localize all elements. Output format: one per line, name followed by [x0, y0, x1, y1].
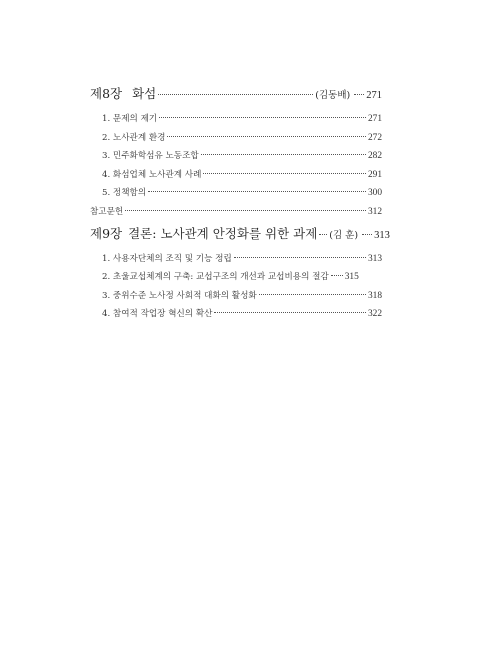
section-page-number: 318 [367, 290, 382, 301]
chapter-number: 제9장 [90, 225, 123, 241]
section-page-number: 291 [367, 169, 382, 180]
section-title: 2. 노사관계 환경 [102, 132, 166, 143]
section-page-number: 313 [367, 253, 382, 264]
chapter-page-number: 313 [374, 229, 390, 241]
dot-leader [234, 252, 366, 261]
dot-leader [167, 131, 365, 140]
section-page-number: 271 [367, 114, 382, 124]
section-page-number: 282 [367, 151, 382, 162]
dot-leader [203, 168, 366, 177]
dot-leader [159, 112, 366, 121]
dot-leader [158, 86, 313, 99]
dot-leader [214, 308, 365, 317]
dot-leader [331, 271, 343, 280]
toc-section-entry[interactable] [102, 287, 382, 306]
section-title: 2. 초울교섭체계의 구축: 교섭구조의 개선과 교섭비용의 절감 [102, 272, 329, 283]
reference-page-number: 312 [367, 206, 382, 217]
chapter-title: 결론: 노사관계 안정화를 위한 과제 [128, 225, 318, 241]
chapter-8-entry[interactable] [90, 84, 382, 102]
chapter-page-number: 271 [366, 90, 382, 101]
section-title: 3. 중위수준 노사정 사회적 대화의 활성화 [102, 290, 257, 301]
toc-section-entry[interactable] [102, 147, 382, 166]
toc-reference-entry[interactable] [90, 203, 382, 222]
toc-section-entry[interactable] [102, 166, 382, 185]
reference-title: 참고문헌 [90, 206, 124, 217]
toc-section-entry[interactable] [102, 184, 382, 203]
toc-section-entry[interactable] [102, 129, 382, 148]
chapter-title: 화섬 [132, 86, 157, 101]
section-page-number: 315 [344, 272, 359, 283]
dot-leader [362, 225, 372, 238]
dot-leader [148, 187, 366, 196]
section-title: 5. 정책함의 [102, 188, 147, 199]
chapter-heading [90, 224, 317, 242]
dot-leader [354, 86, 364, 99]
table-of-contents [90, 84, 390, 324]
chapter-9-entry[interactable] [90, 224, 390, 242]
chapter-number: 제8장 [90, 86, 123, 101]
section-title: 4. 참여적 작업장 혁신의 확산 [102, 309, 213, 320]
chapter-author: (김 훈) [329, 229, 359, 241]
dot-leader [201, 150, 366, 159]
dot-leader [259, 289, 366, 298]
toc-section-entry[interactable] [102, 250, 382, 269]
section-title: 1. 사용자단체의 조직 및 기능 정립 [102, 253, 232, 264]
section-page-number: 272 [367, 132, 382, 143]
section-page-number: 322 [367, 309, 382, 320]
dot-leader [125, 205, 366, 214]
toc-section-entry[interactable] [102, 110, 382, 129]
toc-section-entry[interactable] [102, 305, 382, 324]
chapter-heading [90, 84, 156, 102]
section-title: 1. 문제의 제기 [102, 114, 158, 124]
dot-leader [319, 225, 327, 238]
section-page-number: 300 [367, 188, 382, 199]
section-title: 4. 화섬업체 노사관계 사례 [102, 169, 202, 180]
chapter-author: (김동배) [315, 90, 351, 101]
toc-section-entry[interactable] [102, 268, 382, 287]
section-title: 3. 민주화학섬유 노동조합 [102, 151, 199, 162]
